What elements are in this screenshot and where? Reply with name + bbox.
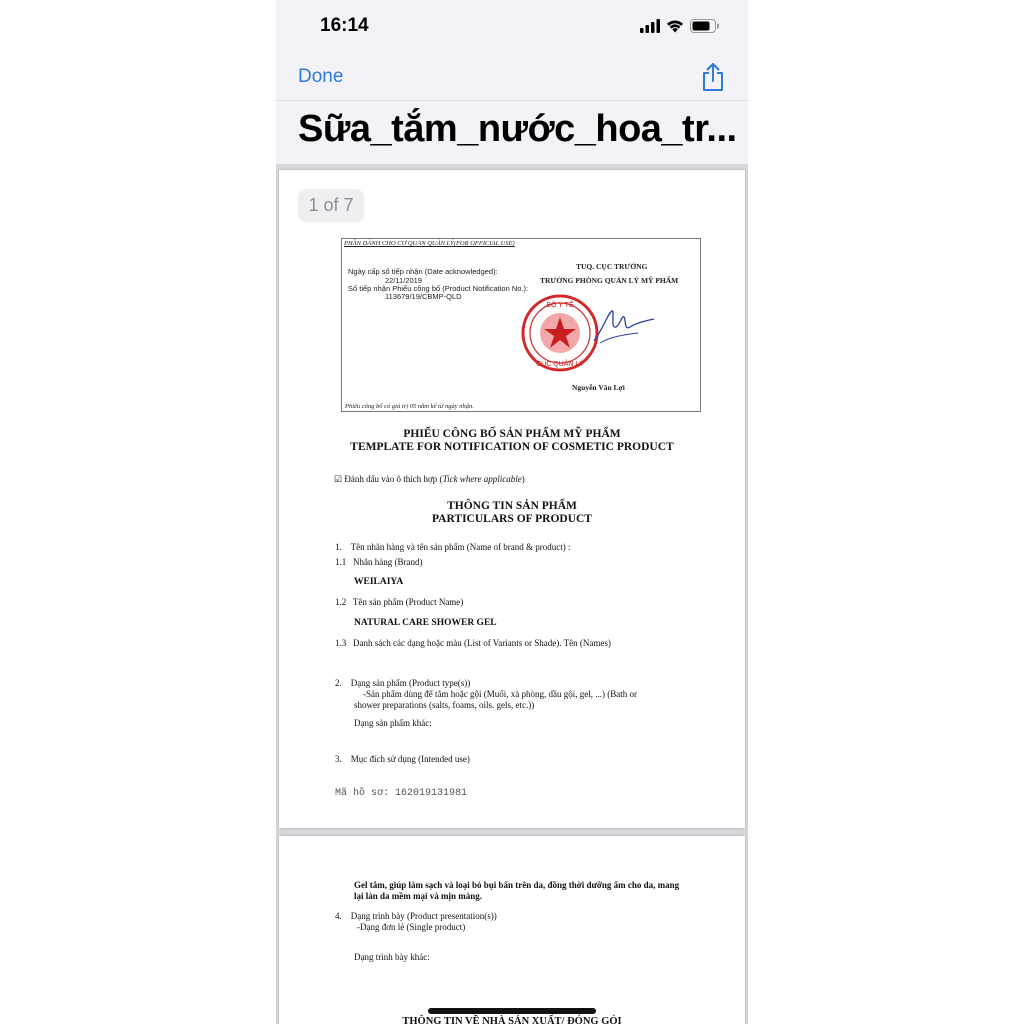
item-1: 1. Tên nhãn hàng và tên sản phẩm (Name of brand & product) : xyxy=(335,542,571,552)
form-title-vi: PHIẾU CÔNG BỐ SẢN PHẨM MỸ PHẨM xyxy=(403,428,621,440)
share-icon[interactable] xyxy=(700,62,726,92)
document-page-1 xyxy=(279,170,745,828)
official-use-box xyxy=(341,238,701,412)
item-2: 2. Dạng sản phẩm (Product type(s)) xyxy=(335,678,471,688)
status-bar xyxy=(276,0,748,52)
official-seal-icon xyxy=(520,293,600,373)
notification-number-value: 113679/19/CBMP-QLD xyxy=(385,292,462,301)
phone-screen xyxy=(276,0,748,1024)
wifi-icon xyxy=(666,19,684,33)
svg-text:BỘ Y TẾ: BỘ Y TẾ xyxy=(546,302,574,309)
item-2-other: Dạng sản phẩm khác: xyxy=(354,718,432,728)
form-title-en: TEMPLATE FOR NOTIFICATION OF COSMETIC PRODUCT xyxy=(350,441,674,453)
notification-number-label: Số tiếp nhận Phiếu công bố (Product Notification No.): xyxy=(348,284,529,293)
product-description-line-2: lại làn da mềm mại và mịn màng. xyxy=(354,891,483,901)
section-title-en: PARTICULARS OF PRODUCT xyxy=(432,513,592,525)
home-indicator[interactable] xyxy=(428,1008,596,1014)
item-1-1: 1.1 Nhãn hàng (Brand) xyxy=(335,557,423,567)
document-viewer[interactable] xyxy=(276,164,748,1024)
page-indicator: 1 of 7 xyxy=(298,189,364,222)
navigation-bar xyxy=(276,52,748,100)
signature-icon xyxy=(590,307,658,347)
item-4-value: -Dạng đơn lẻ (Single product) xyxy=(357,922,466,932)
done-button[interactable]: Done xyxy=(298,66,344,87)
dossier-code: Mã hồ sơ: 162019131981 xyxy=(335,788,468,799)
item-1-3: 1.3 Danh sách các dạng hoặc màu (List of Variants or Shade). Tên (Names) xyxy=(335,638,611,648)
item-4-other: Dạng trình bày khác: xyxy=(354,952,430,962)
date-acknowledged-label: Ngày cấp số tiếp nhận (Date acknowledged): xyxy=(348,267,498,276)
signer-title-1: TUQ. CỤC TRƯỞNG xyxy=(576,262,648,271)
signer-title-2: TRƯỞNG PHÒNG QUẢN LÝ MỸ PHẨM xyxy=(540,276,679,285)
section-title-vi: THÔNG TIN SẢN PHẨM xyxy=(447,500,577,512)
next-section-title: THÔNG TIN VỀ NHÀ SẢN XUẤT/ ĐÓNG GÓI xyxy=(402,1016,622,1024)
item-2-line-2: shower preparations (salts, foams, oils. gels, etc.)) xyxy=(354,700,535,710)
nav-separator xyxy=(276,100,748,101)
official-box-header: PHẦN DÀNH CHO CƠ QUAN QUẢN LÝ(FOR OFFICIAL USE) xyxy=(344,240,515,247)
svg-text:CỤC QUẢN LÝ: CỤC QUẢN LÝ xyxy=(536,361,584,368)
signer-name: Nguyễn Văn Lợi xyxy=(572,383,625,392)
validity-note: Phiếu công bố có giá trị 05 năm kể từ ngày nhận. xyxy=(345,403,474,410)
document-page-2 xyxy=(279,836,745,1024)
document-title: Sữa_tắm_nước_hoa_tr... xyxy=(298,108,737,150)
item-2-line-1: -Sản phẩm dùng để tắm hoặc gội (Muối, xà phòng, dầu gội, gel, ...) (Bath or xyxy=(363,689,637,699)
status-time: 16:14 xyxy=(320,15,369,36)
battery-icon xyxy=(690,19,720,33)
item-4: 4. Dạng trình bày (Product presentation(s)) xyxy=(335,911,497,921)
status-icons xyxy=(640,18,720,34)
item-3: 3. Mục đích sử dụng (Intended use) xyxy=(335,754,470,764)
date-acknowledged-value: 22/11/2019 xyxy=(385,276,422,285)
product-description-line-1: Gel tắm, giúp làm sạch và loại bỏ bụi bẩn trên da, đồng thời dưỡng ẩm cho da, mang xyxy=(354,880,680,890)
cellular-signal-icon xyxy=(640,19,660,33)
tick-note: ☑ Đánh dấu vào ô thích hợp (Tick where applicable) xyxy=(334,474,525,484)
product-name-value: NATURAL CARE SHOWER GEL xyxy=(354,618,497,628)
item-1-2: 1.2 Tên sản phẩm (Product Name) xyxy=(335,597,464,607)
brand-value: WEILAIYA xyxy=(354,577,404,587)
